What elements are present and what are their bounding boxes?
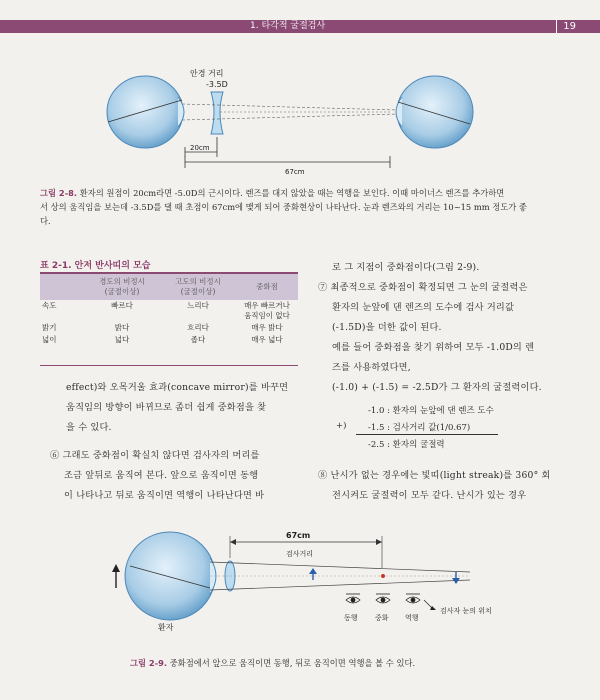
calc-line-3: -2.5 : 환자의 굴절력 xyxy=(368,440,445,450)
figure-2-8 xyxy=(90,62,490,182)
chapter-title: 1. 타각적 굴절검사 xyxy=(250,21,326,31)
caption-label: 그림 2-9. xyxy=(130,658,168,668)
label-67cm: 67cm xyxy=(285,168,305,176)
label-20cm: 20cm xyxy=(190,144,210,152)
eye-icon xyxy=(346,594,360,603)
col-high: 고도의 비정시 (굴절이상) xyxy=(160,274,236,300)
table-bottom-rule xyxy=(40,365,298,366)
left-column-text: effect)와 오목거울 효과(concave mirror)를 바꾸면 움직임의 방향이 바뀌므로 좀더 쉽게 중화점을 찾 을 수 있다. xyxy=(66,382,289,433)
right-column-text: 로 그 지점이 중화점이다(그림 2-9). ⑦ 최종적으로 중화점이 확정되면 그 눈의 굴절력은 환자의 눈앞에 댄 렌즈의 도수에 검사 거리값 (-1.5D)을 더한 값이 된다. 예를 들어 중화점을 찾기 위하여 모두 -1.0D의 렌 즈를 사용하였다면, (-1.0) + (-1.5) = -2.5D가 그 환자의 굴절력이다. xyxy=(318,262,542,393)
minus-lens xyxy=(211,92,223,134)
table-header-row xyxy=(40,274,298,300)
page-number: 19 xyxy=(556,20,576,33)
right-column-step8: ⑧ 난시가 없는 경우에는 빛띠(light streak)를 360° 회 전시켜도 굴절력이 모두 같다. 난시가 있는 경우 xyxy=(318,470,551,501)
label-neutral: 중화 xyxy=(375,614,389,622)
header-bar xyxy=(0,20,600,33)
calc-rule xyxy=(356,434,498,435)
figure-2-9 xyxy=(110,528,550,638)
label-lens-power: -3.5D xyxy=(206,80,228,89)
col-mild: 경도의 비정시 (굴절이상) xyxy=(84,274,160,300)
figure-2-9-caption: 그림 2-9. 중화점에서 앞으로 움직이면 동행, 뒤로 움직이면 역행을 볼 수 있다. xyxy=(130,658,416,668)
left-column-step6: ⑥ 그래도 중화점이 확실치 않다면 검사자의 머리를 조금 앞뒤로 움직여 본다. 앞으로 움직이면 동행 이 나타나고 뒤로 움직이면 역행이 나타난다면 바 xyxy=(50,450,265,501)
calc-line-2: -1.5 : 검사거리 값(1/0.67) xyxy=(368,423,471,433)
eye-icon xyxy=(406,594,420,603)
reflex-table xyxy=(40,274,298,346)
examiner-eye xyxy=(397,76,473,148)
table-title: 표 2-1. 안저 반사띠의 모습 xyxy=(40,261,151,271)
label-eye-distance: 안경 거리 xyxy=(190,69,224,78)
calc-line-1: -1.0 : 환자의 눈앞에 댄 렌즈 도수 xyxy=(368,406,494,416)
eye-icon xyxy=(376,594,390,603)
label-against: 역행 xyxy=(405,614,419,622)
calc-plus: +) xyxy=(336,421,347,431)
label-with: 동행 xyxy=(344,614,358,622)
table-row: 밝기 밝다 흐리다 매우 밝다 xyxy=(42,323,283,332)
table-row: 넓이 넓다 좁다 매우 넓다 xyxy=(42,335,283,344)
table-row: 속도 빠르다 느리다 매우 빠르거나 움직임이 없다 xyxy=(42,301,290,320)
col-neutral: 중화점 xyxy=(236,274,298,300)
figure-2-8-caption: 그림 2-8. 환자의 원점이 20cm라면 -5.0D의 근시이다. 렌즈를 대지 않았을 때는 역행을 보인다. 이때 마이너스 렌즈를 추가하면 서 상의 움직임을 보는데 -3.5D를 댈 때 초점이 67cm에 맺게 되어 중화현상이 나타난다. 눈과 렌즈와의 거리는 10~15 mm 정도가 좋 다. xyxy=(40,188,527,226)
label-examiner: 검사자 눈의 위치 xyxy=(440,607,492,615)
label-patient: 환자 xyxy=(158,623,174,632)
label-distance: 검사거리 xyxy=(286,550,314,558)
patient-eye xyxy=(125,532,215,620)
patient-eye xyxy=(107,76,183,148)
caption-label: 그림 2-8. xyxy=(40,188,78,198)
label-67cm: 67cm xyxy=(286,531,311,540)
